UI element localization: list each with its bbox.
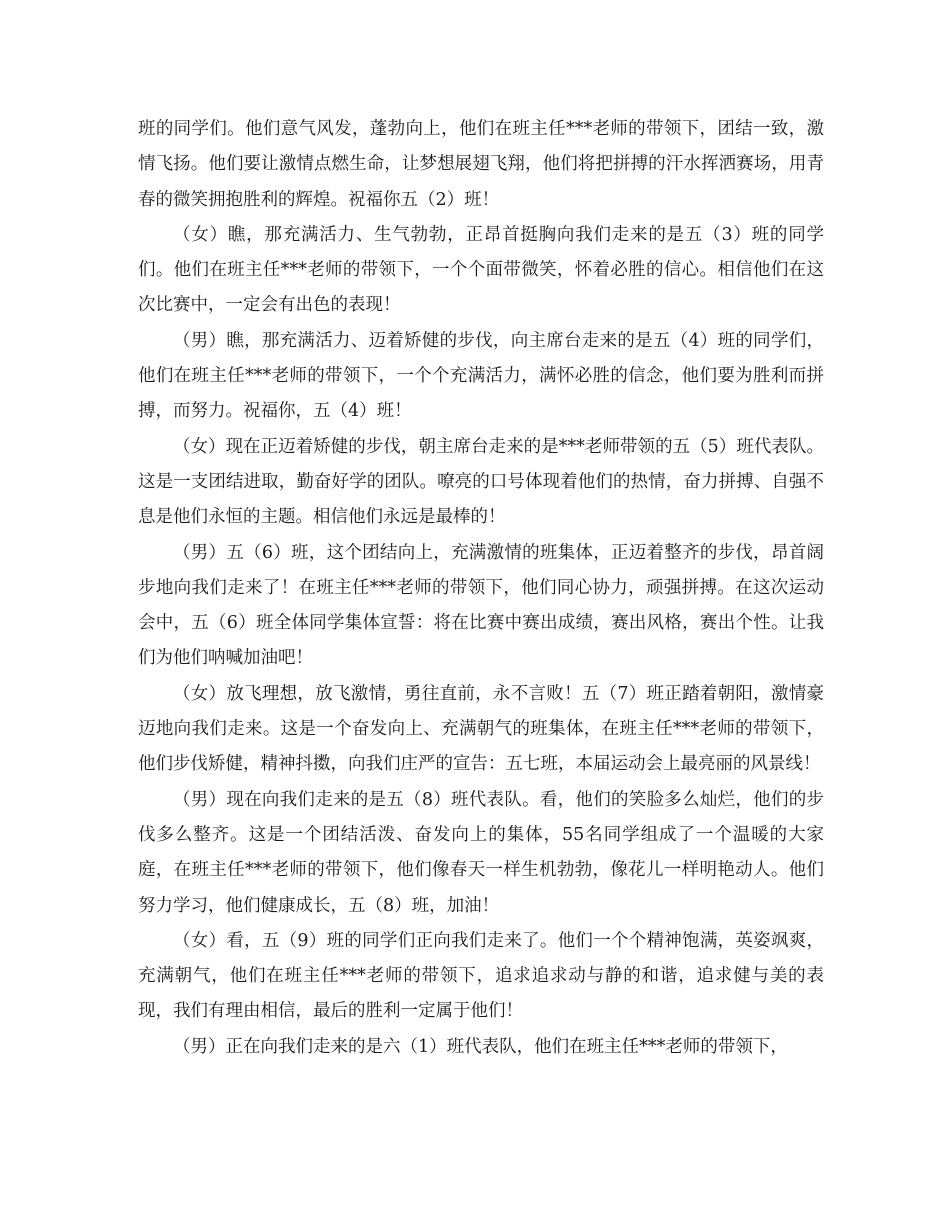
- document-body: [138, 112, 824, 1065]
- paragraph-class-5-4: （男）瞧，那充满活力、迈着矫健的步伐，向主席台走来的是五（4）班的同学们，他们在班主任***老师的带领下，一个个充满活力，满怀必胜的信念，他们要为胜利而拼搏，而努力。祝福你，五（4）班！: [138, 330, 824, 422]
- paragraph-class-5-7: （女）放飞理想，放飞激情，勇往直前，永不言败！五（7）班正踏着朝阳，激情豪迈地向我们走来。这是一个奋发向上、充满朝气的班集体，在班主任***老师的带领下，他们步伐矫健，精神抖擞，向我们庄严的宣告：五七班，本届运动会上最亮丽的风景线！: [138, 683, 824, 775]
- paragraph-class-5-8: （男）现在向我们走来的是五（8）班代表队。看，他们的笑脸多么灿烂，他们的步伐多么整齐。这是一个团结活泼、奋发向上的集体，55名同学组成了一个温暖的大家庭，在班主任***老师的带领下，他们像春天一样生机勃勃，像花儿一样明艳动人。他们努力学习，他们健康成长，五（8）班，加油！: [138, 789, 824, 916]
- paragraph-continuation: 班的同学们。他们意气风发，蓬勃向上，他们在班主任***老师的带领下，团结一致，激情飞扬。他们要让激情点燃生命，让梦想展翅飞翔，他们将把拼搏的汗水挥洒赛场，用青春的微笑拥抱胜利的辉煌。祝福你五（2）班！: [138, 119, 824, 210]
- paragraph-class-5-3: （女）瞧，那充满活力、生气勃勃，正昂首挺胸向我们走来的是五（3）班的同学们。他们在班主任***老师的带领下，一个个面带微笑，怀着必胜的信心。相信他们在这次比赛中，一定会有出色的表现！: [138, 224, 824, 316]
- paragraph-class-6-1: （男）正在向我们走来的是六（1）班代表队，他们在班主任***老师的带领下，: [173, 1036, 788, 1057]
- paragraph-class-5-9: （女）看，五（9）班的同学们正向我们走来了。他们一个个精神饱满，英姿飒爽，充满朝气，他们在班主任***老师的带领下，追求追求动与静的和谐，追求健与美的表现，我们有理由相信，最后的胜利一定属于他们！: [138, 930, 824, 1022]
- paragraph-class-5-5: （女）现在正迈着矫健的步伐，朝主席台走来的是***老师带领的五（5）班代表队。这是一支团结进取，勤奋好学的团队。嘹亮的口号体现着他们的热情，奋力拼搏、自强不息是他们永恒的主题。相信他们永远是最棒的！: [138, 436, 824, 528]
- paragraph-class-5-6: （男）五（6）班，这个团结向上，充满激情的班集体，正迈着整齐的步伐，昂首阔步地向我们走来了！在班主任***老师的带领下，他们同心协力，顽强拼搏。在这次运动会中，五（6）班全体同学集体宣誓：将在比赛中赛出成绩，赛出风格，赛出个性。让我们为他们呐喊加油吧！: [138, 542, 824, 669]
